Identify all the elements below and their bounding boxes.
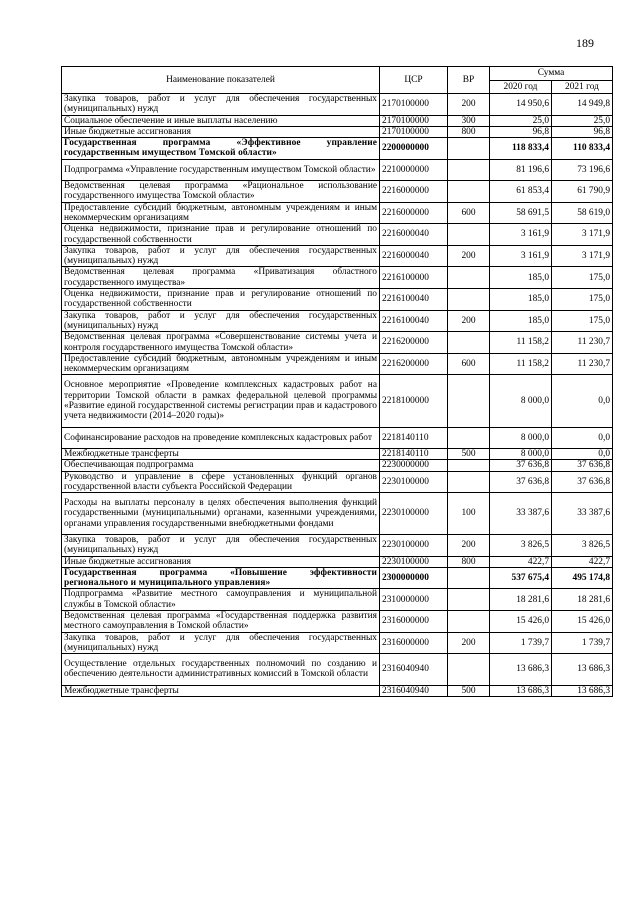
row-vr: 200 xyxy=(448,535,490,557)
row-sum-2021: 3 171,9 xyxy=(552,224,613,246)
table-row xyxy=(62,611,613,633)
row-name: Ведомственная целевая программа «Рациональное использование государственного имущества Томской области» xyxy=(62,181,380,203)
table-row xyxy=(62,589,613,611)
header-sum: Сумма xyxy=(490,67,613,81)
row-sum-2021: 0,0 xyxy=(552,375,613,427)
table-body xyxy=(62,94,613,697)
table-row xyxy=(62,224,613,246)
row-csr: 2230100000 xyxy=(380,471,448,493)
row-csr: 2230100000 xyxy=(380,535,448,557)
row-name: Ведомственная целевая программа «Государственная поддержка развития местного самоуправления в Томской области» xyxy=(62,611,380,633)
row-csr: 2310000000 xyxy=(380,589,448,611)
row-csr: 2216000040 xyxy=(380,245,448,267)
row-vr: 200 xyxy=(448,245,490,267)
row-sum-2020: 13 686,3 xyxy=(490,654,552,685)
row-sum-2020: 422,7 xyxy=(490,556,552,567)
row-sum-2020: 185,0 xyxy=(490,267,552,289)
row-name: Предоставление субсидий бюджетным, автономным учреждениям и иным некоммерческим организациям xyxy=(62,353,380,375)
row-name: Закупка товаров, работ и услуг для обеспечения государственных (муниципальных) нужд xyxy=(62,310,380,332)
row-sum-2020: 13 686,3 xyxy=(490,685,552,696)
row-sum-2020: 118 833,4 xyxy=(490,138,552,160)
row-sum-2020: 11 158,2 xyxy=(490,332,552,354)
row-name: Закупка товаров, работ и услуг для обеспечения государственных (муниципальных) нужд xyxy=(62,245,380,267)
row-csr: 2216200000 xyxy=(380,353,448,375)
row-csr: 2230000000 xyxy=(380,460,448,471)
table-row xyxy=(62,632,613,654)
row-csr: 2218140110 xyxy=(380,427,448,448)
row-csr: 2230100000 xyxy=(380,556,448,567)
row-sum-2020: 15 426,0 xyxy=(490,611,552,633)
row-name: Иные бюджетные ассигнования xyxy=(62,126,380,137)
row-sum-2020: 37 636,8 xyxy=(490,471,552,493)
row-name: Осуществление отдельных государственных полномочий по созданию и обеспечению деятельности административных комиссий в Томской области xyxy=(62,654,380,685)
table-row xyxy=(62,245,613,267)
row-name: Обеспечивающая подпрограмма xyxy=(62,460,380,471)
row-csr: 2210000000 xyxy=(380,159,448,180)
row-vr: 200 xyxy=(448,310,490,332)
row-vr xyxy=(448,332,490,354)
table-row xyxy=(62,353,613,375)
row-sum-2020: 3 161,9 xyxy=(490,245,552,267)
row-sum-2020: 81 196,6 xyxy=(490,159,552,180)
row-vr xyxy=(448,138,490,160)
budget-table xyxy=(61,66,613,697)
row-csr: 2170100000 xyxy=(380,115,448,126)
row-vr xyxy=(448,460,490,471)
header-name: Наименование показателей xyxy=(62,67,380,94)
row-sum-2021: 175,0 xyxy=(552,267,613,289)
row-name: Расходы на выплаты персоналу в целях обеспечения выполнения функций государственными (муниципальными) органами, казенными учреждениями, органами управления государственными внебюджетными фондами xyxy=(62,493,380,535)
row-sum-2020: 537 675,4 xyxy=(490,567,552,589)
table-row xyxy=(62,289,613,311)
table-row xyxy=(62,126,613,137)
row-vr: 800 xyxy=(448,126,490,137)
row-csr: 2216000000 xyxy=(380,202,448,224)
row-sum-2020: 1 739,7 xyxy=(490,632,552,654)
row-vr: 300 xyxy=(448,115,490,126)
table-row xyxy=(62,115,613,126)
row-csr: 2216100040 xyxy=(380,289,448,311)
row-csr: 2316040940 xyxy=(380,654,448,685)
row-name: Иные бюджетные ассигнования xyxy=(62,556,380,567)
table-row xyxy=(62,567,613,589)
row-name: Закупка товаров, работ и услуг для обеспечения государственных (муниципальных) нужд xyxy=(62,632,380,654)
row-vr: 600 xyxy=(448,353,490,375)
row-csr: 2216000000 xyxy=(380,181,448,203)
row-sum-2021: 175,0 xyxy=(552,289,613,311)
row-csr: 2316000000 xyxy=(380,632,448,654)
row-sum-2020: 8 000,0 xyxy=(490,375,552,427)
table-row xyxy=(62,181,613,203)
row-name: Подпрограмма «Управление государственным имуществом Томской области» xyxy=(62,159,380,180)
table-row xyxy=(62,159,613,180)
row-sum-2020: 61 853,4 xyxy=(490,181,552,203)
row-sum-2021: 37 636,8 xyxy=(552,471,613,493)
row-vr: 600 xyxy=(448,202,490,224)
row-sum-2021: 25,0 xyxy=(552,115,613,126)
row-name: Ведомственная целевая программа «Совершенствование системы учета и контроля государственного имущества Томской области» xyxy=(62,332,380,354)
row-sum-2020: 3 161,9 xyxy=(490,224,552,246)
row-name: Руководство и управление в сфере установленных функций органов государственной власти субъекта Российской Федерации xyxy=(62,471,380,493)
row-csr: 2216100000 xyxy=(380,267,448,289)
row-sum-2020: 58 691,5 xyxy=(490,202,552,224)
row-vr xyxy=(448,589,490,611)
row-csr: 2218140110 xyxy=(380,449,448,460)
table-row xyxy=(62,556,613,567)
row-sum-2021: 0,0 xyxy=(552,449,613,460)
row-sum-2020: 185,0 xyxy=(490,289,552,311)
row-sum-2021: 13 686,3 xyxy=(552,685,613,696)
row-name: Оценка недвижимости, признание прав и регулирование отношений по государственной собственности xyxy=(62,289,380,311)
row-sum-2021: 3 826,5 xyxy=(552,535,613,557)
row-sum-2021: 96,8 xyxy=(552,126,613,137)
row-csr: 2216000040 xyxy=(380,224,448,246)
row-sum-2020: 8 000,0 xyxy=(490,449,552,460)
table-row xyxy=(62,94,613,116)
table-row xyxy=(62,535,613,557)
row-csr: 2230100000 xyxy=(380,493,448,535)
row-sum-2021: 175,0 xyxy=(552,310,613,332)
row-vr xyxy=(448,267,490,289)
row-sum-2021: 61 790,9 xyxy=(552,181,613,203)
row-sum-2021: 18 281,6 xyxy=(552,589,613,611)
row-csr: 2170100000 xyxy=(380,126,448,137)
row-sum-2020: 33 387,6 xyxy=(490,493,552,535)
row-vr: 500 xyxy=(448,685,490,696)
row-name: Государственная программа «Повышение эффективности регионального и муниципального управления» xyxy=(62,567,380,589)
table-row xyxy=(62,310,613,332)
row-name: Закупка товаров, работ и услуг для обеспечения государственных (муниципальных) нужд xyxy=(62,94,380,116)
row-sum-2021: 37 636,8 xyxy=(552,460,613,471)
row-csr: 2216100040 xyxy=(380,310,448,332)
row-sum-2021: 11 230,7 xyxy=(552,353,613,375)
table-row xyxy=(62,685,613,696)
row-csr: 2216200000 xyxy=(380,332,448,354)
row-vr xyxy=(448,181,490,203)
row-sum-2021: 15 426,0 xyxy=(552,611,613,633)
row-name: Предоставление субсидий бюджетным, автономным учреждениям и иным некоммерческим организациям xyxy=(62,202,380,224)
row-sum-2021: 422,7 xyxy=(552,556,613,567)
row-name: Оценка недвижимости, признание прав и регулирование отношений по государственной собственности xyxy=(62,224,380,246)
row-csr: 2218100000 xyxy=(380,375,448,427)
row-sum-2021: 13 686,3 xyxy=(552,654,613,685)
row-sum-2021: 58 619,0 xyxy=(552,202,613,224)
row-sum-2020: 96,8 xyxy=(490,126,552,137)
row-vr: 100 xyxy=(448,493,490,535)
row-sum-2021: 3 171,9 xyxy=(552,245,613,267)
row-name: Закупка товаров, работ и услуг для обеспечения государственных (муниципальных) нужд xyxy=(62,535,380,557)
row-vr xyxy=(448,159,490,180)
row-sum-2020: 11 158,2 xyxy=(490,353,552,375)
row-name: Межбюджетные трансферты xyxy=(62,685,380,696)
row-vr xyxy=(448,471,490,493)
row-sum-2020: 37 636,8 xyxy=(490,460,552,471)
row-name: Социальное обеспечение и иные выплаты населению xyxy=(62,115,380,126)
row-sum-2021: 33 387,6 xyxy=(552,493,613,535)
row-vr xyxy=(448,375,490,427)
row-vr: 500 xyxy=(448,449,490,460)
row-sum-2021: 0,0 xyxy=(552,427,613,448)
row-csr: 2170100000 xyxy=(380,94,448,116)
table-row xyxy=(62,138,613,160)
row-sum-2021: 110 833,4 xyxy=(552,138,613,160)
table-row xyxy=(62,471,613,493)
row-sum-2021: 1 739,7 xyxy=(552,632,613,654)
row-sum-2021: 495 174,8 xyxy=(552,567,613,589)
row-sum-2021: 11 230,7 xyxy=(552,332,613,354)
row-sum-2020: 3 826,5 xyxy=(490,535,552,557)
table-row xyxy=(62,654,613,685)
row-csr: 2300000000 xyxy=(380,567,448,589)
row-name: Софинансирование расходов на проведение комплексных кадастровых работ xyxy=(62,427,380,448)
row-name: Основное мероприятие «Проведение комплексных кадастровых работ на территории Томской области в рамках федеральной целевой программы «Развитие единой государственной системы регистрации прав и кадастрового учета недвижимости (2014–2020 годы)» xyxy=(62,375,380,427)
row-name: Ведомственная целевая программа «Приватизация областного государственного имущества» xyxy=(62,267,380,289)
row-name: Межбюджетные трансферты xyxy=(62,449,380,460)
row-sum-2020: 185,0 xyxy=(490,310,552,332)
table-row xyxy=(62,375,613,427)
table-row xyxy=(62,332,613,354)
table-row xyxy=(62,267,613,289)
row-vr xyxy=(448,611,490,633)
row-csr: 2316040940 xyxy=(380,685,448,696)
row-vr xyxy=(448,427,490,448)
row-name: Государственная программа «Эффективное управление государственным имуществом Томской области» xyxy=(62,138,380,160)
table-row xyxy=(62,202,613,224)
table-row xyxy=(62,427,613,448)
table-row xyxy=(62,449,613,460)
row-sum-2020: 25,0 xyxy=(490,115,552,126)
row-sum-2020: 14 950,6 xyxy=(490,94,552,116)
row-csr: 2316000000 xyxy=(380,611,448,633)
table-header xyxy=(62,67,613,94)
row-vr: 200 xyxy=(448,94,490,116)
header-vr: ВР xyxy=(448,67,490,94)
row-vr: 200 xyxy=(448,632,490,654)
page-number: 189 xyxy=(576,36,594,50)
row-sum-2020: 8 000,0 xyxy=(490,427,552,448)
row-vr xyxy=(448,224,490,246)
row-name: Подпрограмма «Развитие местного самоуправления и муниципальной службы в Томской области» xyxy=(62,589,380,611)
header-csr: ЦСР xyxy=(380,67,448,94)
table-row xyxy=(62,460,613,471)
table-row xyxy=(62,493,613,535)
row-sum-2021: 14 949,8 xyxy=(552,94,613,116)
header-year-2020: 2020 год xyxy=(490,81,552,94)
row-vr xyxy=(448,654,490,685)
row-vr xyxy=(448,567,490,589)
row-sum-2021: 73 196,6 xyxy=(552,159,613,180)
header-year-2021: 2021 год xyxy=(552,81,613,94)
row-csr: 2200000000 xyxy=(380,138,448,160)
row-vr xyxy=(448,289,490,311)
row-vr: 800 xyxy=(448,556,490,567)
row-sum-2020: 18 281,6 xyxy=(490,589,552,611)
